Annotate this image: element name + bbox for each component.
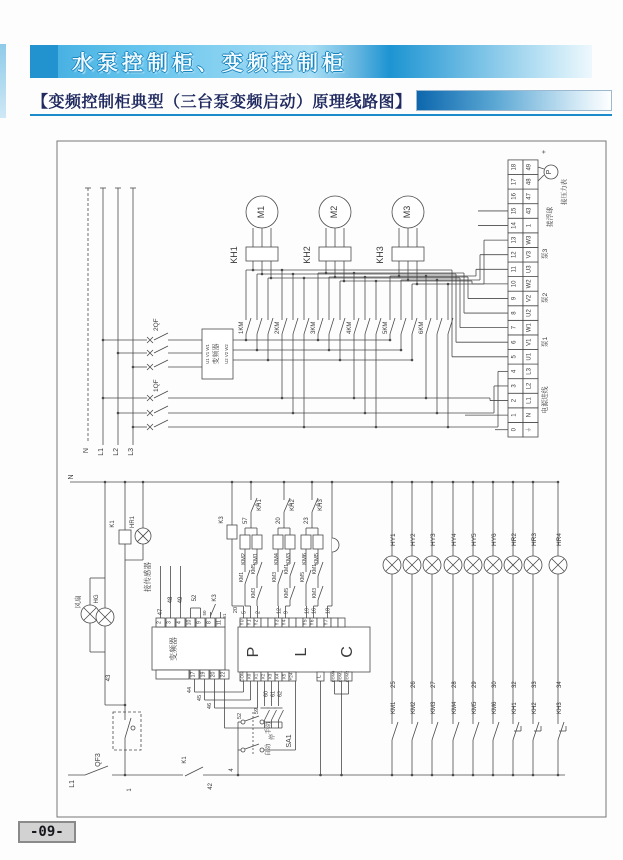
interlock-label: KM3 bbox=[251, 588, 257, 599]
inverter-in: U1 V1 W1 bbox=[205, 344, 210, 364]
wire-number: 9 bbox=[283, 610, 290, 614]
interlock-label: KM5 bbox=[300, 572, 306, 583]
lamp-label: HY4 bbox=[451, 533, 458, 546]
footer-badge: -09- bbox=[18, 821, 76, 843]
wire-number: 48 bbox=[168, 596, 174, 604]
interlock-label: KM1 bbox=[312, 564, 318, 575]
section-title: 【变频控制柜典型（三台泵变频启动）原理线路图】 bbox=[32, 93, 412, 111]
selector-position: 自动 bbox=[265, 743, 272, 757]
plc-terminal: Y1 bbox=[246, 619, 253, 626]
lamp-contact-label: KM1 bbox=[391, 701, 397, 714]
wire-number: 32 bbox=[512, 681, 518, 688]
inverter2-terminal: 19 bbox=[200, 671, 207, 678]
terminal-group-label: 泵3 bbox=[542, 248, 549, 260]
plc-terminal: Y4 bbox=[281, 619, 288, 626]
phase-label: L1 bbox=[98, 448, 105, 456]
k1-coil-label: K1 bbox=[110, 520, 116, 528]
thermal-relay-label: KH3 bbox=[375, 246, 385, 264]
control-bus-label: N bbox=[68, 474, 75, 480]
terminal-number: 8 bbox=[511, 311, 518, 315]
inverter2-terminal: 2 bbox=[156, 621, 163, 624]
inverter2-terminal: 10 bbox=[186, 619, 193, 626]
interlock-label: KM3 bbox=[312, 588, 318, 599]
wire-number: 45 bbox=[197, 694, 203, 702]
terminal-label: W2 bbox=[526, 279, 533, 289]
terminal-number: 13 bbox=[511, 236, 518, 244]
phase-label: L2 bbox=[113, 448, 120, 456]
contactor-label: 6KM bbox=[419, 321, 425, 334]
plc-terminal: Y7 bbox=[323, 619, 330, 626]
wire-number: 26 bbox=[411, 681, 417, 688]
terminal-label: V2 bbox=[526, 294, 533, 303]
breaker-label: 2QF bbox=[153, 318, 160, 331]
terminal-group-label: 泵1 bbox=[542, 336, 549, 348]
wire-number: 52 bbox=[237, 712, 243, 720]
inverter2-terminal: 20 bbox=[210, 671, 217, 678]
wire-number: 16 bbox=[311, 607, 318, 614]
terminal-number: 1 bbox=[511, 413, 518, 417]
contactor-coil-label: KM5 bbox=[314, 553, 320, 565]
inverter2-terminal: 9 bbox=[196, 621, 203, 624]
terminal-label: U1 bbox=[526, 352, 533, 361]
terminal-label: U3 bbox=[526, 265, 533, 274]
contactor-coil-label: KM6 bbox=[302, 553, 308, 565]
wire-number: 47 bbox=[158, 608, 164, 616]
terminal-label: 49 bbox=[526, 163, 533, 171]
contactor-coil-label: KM4 bbox=[274, 553, 280, 565]
wire-number: 34 bbox=[557, 681, 563, 688]
plc-terminal: Y6 bbox=[309, 619, 316, 626]
terminal-label: L2 bbox=[526, 382, 533, 390]
wire-number: 12 bbox=[276, 607, 283, 614]
wire-number: 20 bbox=[276, 517, 282, 524]
hr1-label: HR1 bbox=[130, 515, 136, 529]
lamp-contact-label: KM4 bbox=[452, 701, 458, 714]
lamp-contact-label: KH2 bbox=[532, 702, 538, 714]
wire-number: 29 bbox=[472, 681, 478, 688]
selector-position: 手动 bbox=[265, 721, 272, 735]
wire-number: 5 bbox=[241, 610, 248, 614]
lamp-label: HY3 bbox=[430, 533, 437, 546]
terminal-number: 0 bbox=[511, 428, 518, 432]
kh-contact-label: KH1 bbox=[257, 499, 263, 511]
plc-letter: P bbox=[245, 646, 262, 658]
contactor-coil-label: KM3 bbox=[286, 553, 292, 565]
inverter2-terminal: 3 bbox=[166, 621, 173, 624]
contactor-label: 3KM bbox=[311, 321, 317, 334]
fan-label: 风扇 bbox=[75, 595, 82, 609]
wire-number: 25 bbox=[391, 681, 397, 688]
k3-contact-label: K3 bbox=[212, 594, 218, 602]
lamp-contact-label: KM2 bbox=[411, 701, 417, 714]
wire-number: 4 bbox=[229, 768, 235, 772]
terminal-label: ⏚ bbox=[526, 426, 533, 433]
wire-number: 57 bbox=[243, 517, 249, 524]
wire-number: 44 bbox=[187, 686, 193, 694]
terminal-number: 6 bbox=[511, 340, 518, 344]
terminal-number: 10 bbox=[511, 280, 518, 288]
wire-number: 33 bbox=[532, 681, 538, 688]
wire-number: 61 bbox=[270, 690, 277, 697]
wire-number: 28 bbox=[452, 681, 458, 688]
inverter2-terminal: 11 bbox=[216, 619, 223, 626]
wire-number: 50 bbox=[202, 610, 207, 616]
inverter2-label: 变频器 bbox=[169, 637, 178, 661]
contactor-label: 5KM bbox=[383, 321, 389, 334]
lamp-label: HY2 bbox=[410, 533, 417, 546]
inverter2-terminal: 17 bbox=[190, 671, 197, 678]
lamp-contact-label: KM3 bbox=[431, 701, 437, 714]
thermal-relay-label: KH1 bbox=[229, 246, 239, 264]
plc-terminal: +24 bbox=[288, 672, 294, 681]
terminal-number: 3 bbox=[511, 384, 518, 388]
sensor-caption: 接传感器 bbox=[143, 562, 152, 592]
l1-label: L1 bbox=[69, 780, 76, 788]
plc-terminal: X3 bbox=[267, 673, 273, 680]
selector-position: 停 bbox=[269, 733, 276, 741]
wire-number: 30 bbox=[492, 681, 498, 688]
lamp-contact-label: KM5 bbox=[472, 701, 478, 714]
plc-terminal: X4 bbox=[274, 673, 280, 680]
plc-letter: L bbox=[293, 647, 310, 657]
wire-number: 18 bbox=[325, 607, 332, 614]
plc-terminal: Y5 bbox=[302, 619, 309, 626]
banner-title: 水泵控制柜、变频控制柜 bbox=[72, 51, 347, 75]
gauge-plus: + bbox=[541, 149, 548, 155]
plc-letter: C bbox=[339, 646, 356, 658]
plc-terminal: COM0 bbox=[330, 670, 336, 683]
terminal-number: 7 bbox=[511, 325, 518, 330]
terminal-label: 1 bbox=[526, 223, 533, 228]
interlock-label: KM5 bbox=[251, 564, 257, 575]
terminal-label: 43 bbox=[526, 207, 533, 215]
wire-number: 59 bbox=[254, 707, 260, 715]
motor-label: M2 bbox=[329, 205, 339, 219]
wire-number: 20 bbox=[233, 606, 239, 614]
wire-number: 51 bbox=[222, 613, 227, 619]
contactor-coil-label: KM2 bbox=[241, 553, 247, 565]
terminal-label: 47 bbox=[526, 193, 533, 200]
wire-number: 42 bbox=[208, 783, 214, 790]
contactor-label: 2KM bbox=[275, 321, 281, 334]
lamp-label: HR2 bbox=[511, 532, 518, 546]
terminal-group-label: 泵2 bbox=[542, 292, 549, 304]
terminal-number: 16 bbox=[511, 193, 518, 200]
inverter2-terminal: 8 bbox=[206, 621, 213, 624]
phase-label: L3 bbox=[128, 448, 135, 456]
terminal-label: W1 bbox=[526, 323, 533, 333]
terminal-group-label: 接浮球 bbox=[547, 206, 554, 228]
qf3-label: QF3 bbox=[95, 753, 102, 767]
terminal-label: V1 bbox=[526, 338, 533, 346]
terminal-label: N bbox=[526, 412, 533, 418]
inverter2-terminal: 4 bbox=[176, 621, 183, 624]
lamp-label: HR4 bbox=[556, 532, 563, 546]
plc-terminal: Y0 bbox=[239, 619, 246, 626]
terminal-number: 9 bbox=[511, 296, 518, 301]
wire-number: 62 bbox=[277, 690, 284, 697]
plc-terminal: COM bbox=[239, 671, 245, 682]
terminal-number: 5 bbox=[511, 355, 518, 359]
wire-number: 52 bbox=[192, 594, 198, 602]
terminal-label: W3 bbox=[526, 235, 533, 245]
plc-terminal: X2 bbox=[260, 673, 266, 680]
plc-terminal: COM1 bbox=[337, 670, 343, 683]
wire-number: 49 bbox=[178, 596, 184, 604]
inverter-out: U2 V2 W2 bbox=[224, 344, 229, 364]
terminal-group-label: 电源进线 bbox=[542, 386, 549, 414]
terminal-number: 15 bbox=[511, 207, 518, 215]
wire-number: 19 bbox=[304, 607, 311, 614]
wire-number: 27 bbox=[431, 681, 437, 688]
terminal-number: 2 bbox=[511, 398, 518, 403]
terminal-number: 18 bbox=[511, 163, 518, 171]
lamp-contact-label: KM6 bbox=[492, 701, 498, 714]
terminal-label: 48 bbox=[526, 178, 533, 186]
wire-number: 23 bbox=[304, 517, 310, 524]
kh-contact-label: KH2 bbox=[290, 499, 296, 511]
plc-terminal: L bbox=[316, 675, 323, 678]
contactor-label: 4KM bbox=[347, 321, 353, 334]
kh-contact-label: KH3 bbox=[318, 499, 324, 511]
contactor-coil-label: KM1 bbox=[253, 553, 259, 565]
hg-label: HG bbox=[94, 594, 100, 604]
lamp-label: HR3 bbox=[531, 532, 538, 546]
wire-number: 43 bbox=[106, 674, 112, 682]
plc-terminal: X5 bbox=[281, 673, 287, 680]
terminal-number: 4 bbox=[511, 369, 518, 374]
terminal-number: 17 bbox=[511, 178, 518, 186]
k3-coil-label: K3 bbox=[219, 516, 225, 524]
k1-contact-label: K1 bbox=[182, 756, 188, 764]
thermal-relay-label: KH2 bbox=[302, 246, 312, 264]
terminal-label: L3 bbox=[526, 368, 533, 375]
terminal-label: V3 bbox=[526, 251, 533, 259]
wire-number: 46 bbox=[207, 702, 213, 710]
gauge-caption: 接压力表 bbox=[561, 179, 568, 205]
interlock-label: KM1 bbox=[284, 564, 290, 575]
plc-terminal: Y3 bbox=[274, 619, 281, 626]
terminal-number: 11 bbox=[511, 266, 518, 273]
plc-terminal: X0 bbox=[246, 673, 252, 680]
inverter2-terminal: 22 bbox=[220, 671, 227, 678]
plc-terminal: COM2 bbox=[344, 670, 350, 683]
terminal-label: U2 bbox=[526, 309, 533, 317]
wire-number: 60 bbox=[263, 690, 270, 697]
wire-number: 2 bbox=[255, 610, 262, 614]
lamp-contact-label: KH3 bbox=[557, 702, 563, 714]
motor-label: M1 bbox=[256, 205, 266, 219]
lamp-label: HY6 bbox=[491, 533, 498, 546]
contactor-label: 1KM bbox=[239, 321, 245, 334]
phase-label: N bbox=[83, 448, 90, 454]
terminal-number: 14 bbox=[511, 222, 518, 229]
selector-label: SA1 bbox=[286, 734, 293, 748]
terminal-label: L1 bbox=[526, 397, 533, 404]
lamp-contact-label: KH1 bbox=[512, 702, 518, 714]
pressure-gauge: P bbox=[546, 169, 553, 175]
breaker-label: 1QF bbox=[153, 379, 160, 392]
plc-terminal: Y2 bbox=[253, 619, 260, 626]
interlock-label: KM1 bbox=[239, 572, 245, 583]
plc-terminal: X1 bbox=[253, 673, 259, 680]
interlock-label: KM3 bbox=[272, 572, 278, 583]
lamp-label: HY1 bbox=[390, 533, 397, 546]
motor-label: M3 bbox=[402, 205, 412, 219]
wire-number: 1 bbox=[127, 788, 133, 792]
interlock-label: KM5 bbox=[284, 588, 290, 599]
inverter-label: 变频器 bbox=[213, 343, 220, 365]
terminal-number: 12 bbox=[511, 251, 518, 259]
lamp-label: HY5 bbox=[471, 533, 478, 546]
